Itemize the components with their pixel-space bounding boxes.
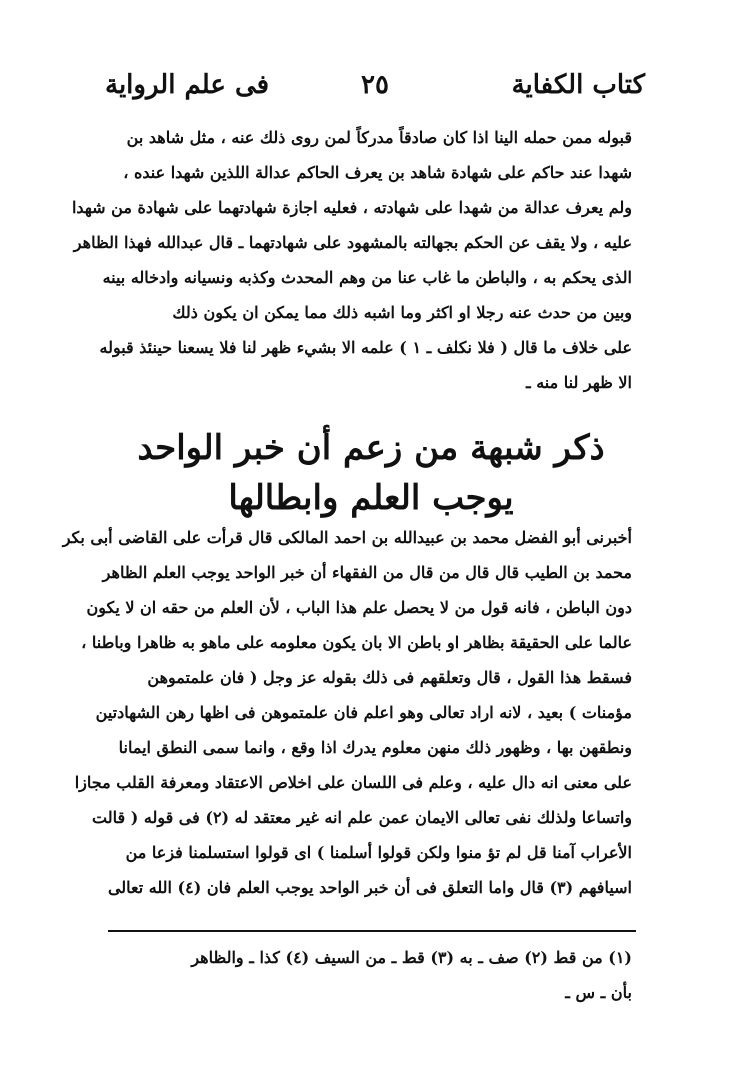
paragraph-1: [71, 120, 632, 400]
running-title: كتاب الكفاية: [511, 70, 645, 100]
footnote-line: بأن ـ س ـ: [565, 983, 632, 1002]
text-line: الذى يحكم به ، والباطن ما غاب عنا من وهم المحدث وكذبه ونسيانه وادخاله بينه: [102, 268, 632, 287]
text-line: شهدا عند حاكم على شهادة شاهد بن يعرف الحاكم عدالة اللذين شهدا عنده ،: [123, 163, 632, 182]
section-heading-line-2: يوجب العلم وابطالها: [228, 478, 514, 518]
text-line: على معنى انه دال عليه ، وعلم فى اللسان على اخلاص الاعتقاد ومعرفة القلب مجازا: [74, 773, 632, 792]
text-line: على خلاف ما قال ( فلا نكلف ـ ١ ) علمه الا بشيء ظهر لنا فلا يسعنا حينئذ قبوله: [99, 338, 632, 357]
text-line: عالما على الحقيقة بظاهر او باطن الا بان يكون معلومه على ماهو به ظاهرا وباطنا ،: [81, 633, 632, 652]
text-line: فسقط هذا القول ، قال وتعلقهم فى ذلك بقوله عز وجل ( فان علمتموهن: [147, 668, 632, 687]
page-header: [105, 70, 645, 114]
text-line: الا ظهر لنا منه ـ: [525, 373, 632, 392]
text-line: قبوله ممن حمله الينا اذا كان صادقاً مدركاً لمن روى ذلك عنه ، مثل شاهد بن: [126, 128, 632, 147]
text-line: محمد بن الطيب قال قال من قال من الفقهاء أن خبر الواحد يوجب العلم الظاهر: [102, 563, 632, 582]
text-line: الأعراب آمنا قل لم تؤ منوا ولكن قولوا أسلمنا ) اى قولوا استسلمنا فزعا من: [125, 843, 632, 862]
footnotes: [110, 940, 632, 1010]
section-heading-line-1: ذكر شبهة من زعم أن خبر الواحد: [137, 428, 605, 468]
footnote-line: (١) من قط (٢) صف ـ به (٣) قط ـ من السيف (٤) كذا ـ والظاهر: [191, 948, 632, 967]
text-line: دون الباطن ، فانه قول من لا يحصل علم هذا الباب ، لأن العلم من حقه ان لا يكون: [86, 598, 632, 617]
text-line: مؤمنات ) بعيد ، لانه اراد تعالى وهو اعلم فان علمتموهن فى اظها رهن الشهادتين: [95, 703, 632, 722]
text-line: ونطقهن بها ، وظهور ذلك منهن معلوم يدرك اذا وقع ، وانما سمى النطق ايمانا: [118, 738, 632, 757]
text-line: وبين من حدث عنه رجلا او اكثر وما اشبه ذلك مما يمكن ان يكون ذلك: [172, 303, 632, 322]
paragraph-2: [62, 520, 632, 905]
text-line: عليه ، ولا يقف عن الحكم بجهالته بالمشهود على شهادتهما ـ قال عبدالله فهذا الظاهر: [73, 233, 632, 252]
text-line: واتساعا ولذلك نفى تعالى الايمان عمن علم انه غير معتقد له (٢) فى قوله ( قالت: [92, 808, 632, 827]
footnote-divider: [108, 930, 636, 932]
text-line: ولم يعرف عدالة من شهدا على شهادته ، فعليه اجازة شهادتهما على شهادة من شهدا: [71, 198, 632, 217]
text-line: أخبرنى أبو الفضل محمد بن عبيدالله بن احمد المالكى قال قرأت على القاضى أبى بكر: [62, 528, 632, 547]
page-number: ٢٥: [361, 70, 389, 100]
running-subtitle: فى علم الرواية: [105, 70, 270, 100]
text-line: اسيافهم (٣) قال واما التعلق فى أن خبر الواحد يوجب العلم فان (٤) الله تعالى: [107, 878, 632, 897]
